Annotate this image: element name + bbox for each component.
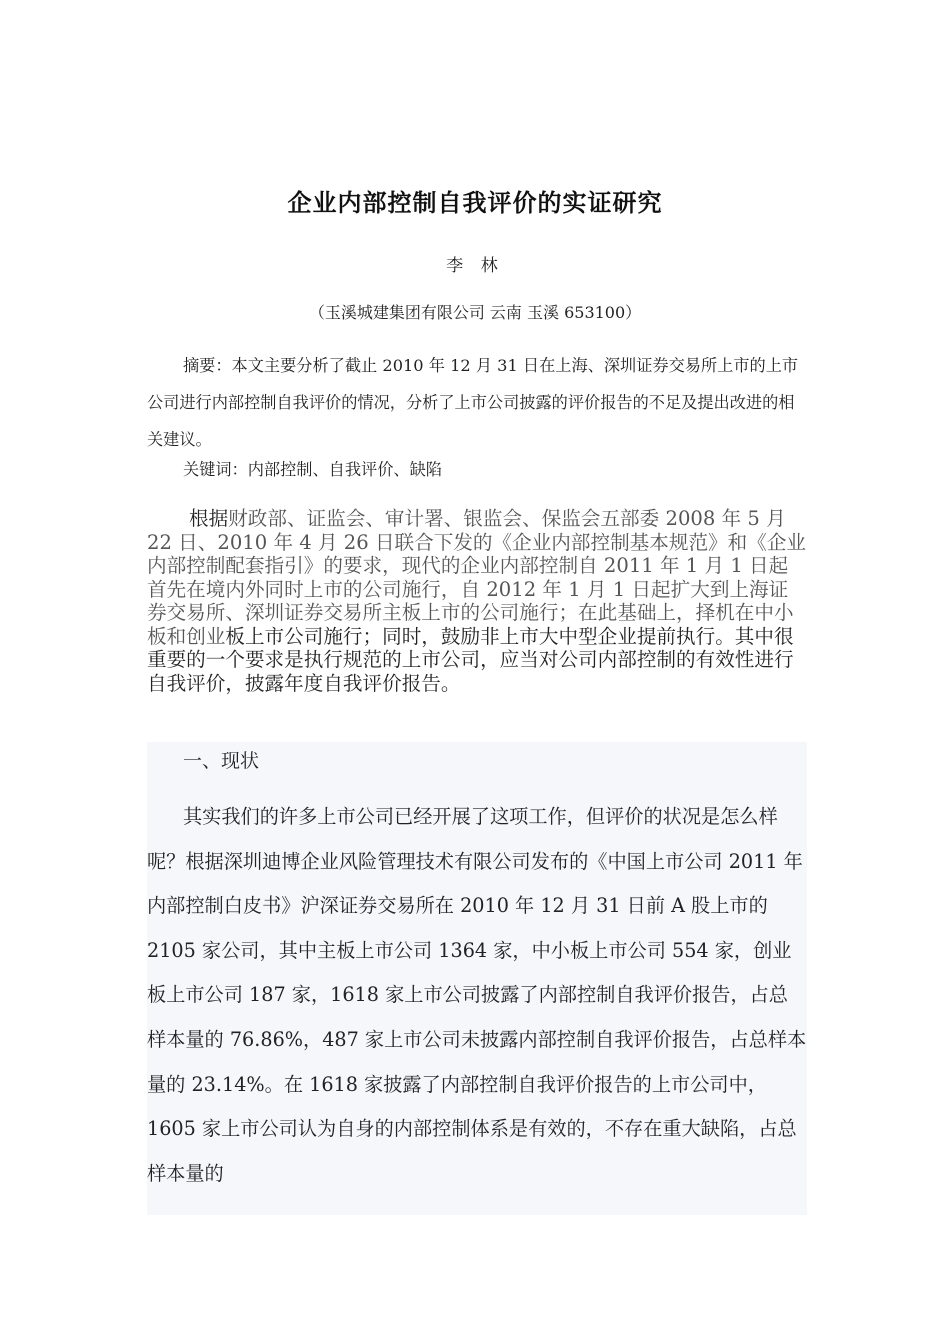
section-body-text: 其实我们的许多上市公司已经开展了这项工作，但评价的状况是怎么样呢？根据深圳迪博企业风险管理技术有限公司发布的《中国上市公司 2011 年内部控制白皮书》沪深证券交易所在 2010 年 12 月 31 日前 A 股上市的 2105 家公司，其中主板上市公司 1364 家，中小板上市公司 554 家，创业板上市公司 187 家，1618 家上市公司披露了内部控制自我评价报告，占总样本量的 76.86%，487 家上市公司未披露内部控制自我评价报告，占总样本量的 23.14%。在 1618 家披露了内部控制自我评价报告的上市公司中，1605 家上市公司认为自身的内部控制体系是有效的，不存在重大缺陷，占总样本量的 [147, 805, 807, 1185]
author-name: 李 林 [446, 256, 504, 276]
author-affiliation: （玉溪城建集团有限公司 云南 玉溪 653100） [308, 303, 642, 322]
document-title: 企业内部控制自我评价的实证研究 [287, 189, 663, 217]
abstract-paragraph [147, 347, 810, 458]
abstract-text: 摘要：本文主要分析了截止 2010 年 12 月 31 日在上海、深圳证券交易所上市的上市公司进行内部控制自我评价的情况，分析了上市公司披露的评价报告的不足及提出改进的相关建议。 [147, 356, 799, 449]
intro-lead: 根据 [189, 507, 229, 530]
section-body-paragraph [147, 795, 807, 1196]
intro-part1: 财政部、证监会、审计署、银监会、保监会五部委 2008 年 5 月 22 日、 [147, 507, 786, 554]
section-heading: 一、现状 [183, 750, 260, 772]
intro-paragraph [147, 507, 807, 695]
keywords-line: 关键词：内部控制、自我评价、缺陷 [183, 460, 442, 479]
intro-part3: 创业 [186, 624, 226, 648]
intro-part2: 2010 年 4 月 26 日联合下发的《企业内部控制基本规范》和《企业内部控制配套指引》的要求，现代的企业内部控制自 2011 年 1 月 1 日起首先在境内外同时上市的公司施行，自 2012 年 1 月 1 日起扩大到上海证券交易所、深圳证券交易所主板上市的公司施行；在此基础上，择机在中小板和 [147, 530, 807, 648]
intro-part4: 板上市公司施行；同时，鼓励非上市大中型企业提前执行。其中很重要的一个要求是执行规范的上市公司，应当对公司内部控制的有效性进行自我评价，披露年度自我评价报告。 [147, 624, 794, 695]
